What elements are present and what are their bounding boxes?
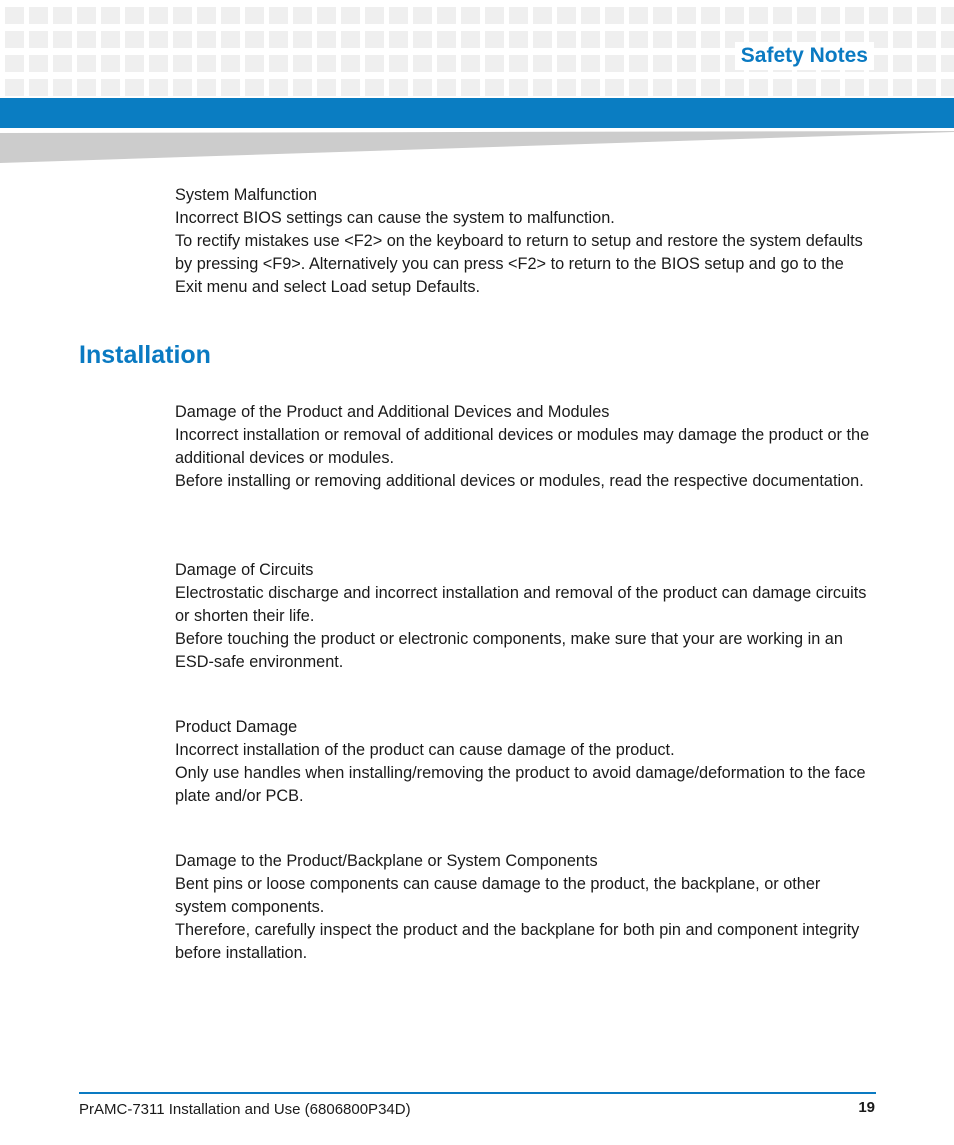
note-title: Damage of Circuits bbox=[175, 561, 314, 579]
note-text: Only use handles when installing/removing the product to avoid damage/deformation to the face plate and/or PCB. bbox=[175, 764, 866, 805]
note-text: Before installing or removing additional devices or modules, read the respective documentation. bbox=[175, 472, 864, 490]
running-header-title: Safety Notes bbox=[735, 42, 874, 70]
header-blue-band bbox=[0, 98, 954, 128]
note-title: Damage of the Product and Additional Devices and Modules bbox=[175, 403, 610, 421]
note-damage-product-modules bbox=[175, 401, 875, 493]
note-text: Incorrect installation or removal of additional devices or modules may damage the product or the additional devices or modules. bbox=[175, 426, 870, 467]
footer-rule bbox=[79, 1092, 876, 1094]
note-title: Damage to the Product/Backplane or System Components bbox=[175, 852, 598, 870]
section-heading: Installation bbox=[79, 341, 211, 369]
note-product-damage bbox=[175, 716, 875, 808]
footer-document-title: PrAMC-7311 Installation and Use (6806800P34D) bbox=[79, 1101, 411, 1118]
note-text: Therefore, carefully inspect the product and the backplane for both pin and component integrity before installation. bbox=[175, 921, 860, 962]
note-text: Incorrect BIOS settings can cause the system to malfunction. bbox=[175, 209, 615, 227]
note-title: System Malfunction bbox=[175, 186, 318, 204]
note-text: Electrostatic discharge and incorrect installation and removal of the product can damage circuits or shorten their life. bbox=[175, 584, 867, 625]
note-system-malfunction bbox=[175, 184, 875, 299]
note-text: Before touching the product or electronic components, make sure that your are working in an ESD-safe environment. bbox=[175, 630, 843, 671]
note-damage-circuits bbox=[175, 559, 875, 674]
note-title: Product Damage bbox=[175, 718, 298, 736]
note-text: Incorrect installation of the product can cause damage of the product. bbox=[175, 741, 675, 759]
note-damage-backplane bbox=[175, 850, 875, 965]
note-text: To rectify mistakes use <F2> on the keyboard to return to setup and restore the system defaults by pressing <F9>. Alternatively you can press <F2> to return to the BIOS setup and go to the Exit menu and select Load setup Defaults. bbox=[175, 232, 863, 296]
note-text: Bent pins or loose components can cause damage to the product, the backplane, or other system components. bbox=[175, 875, 821, 916]
header-grey-wedge bbox=[0, 131, 954, 163]
page-number: 19 bbox=[858, 1099, 875, 1116]
